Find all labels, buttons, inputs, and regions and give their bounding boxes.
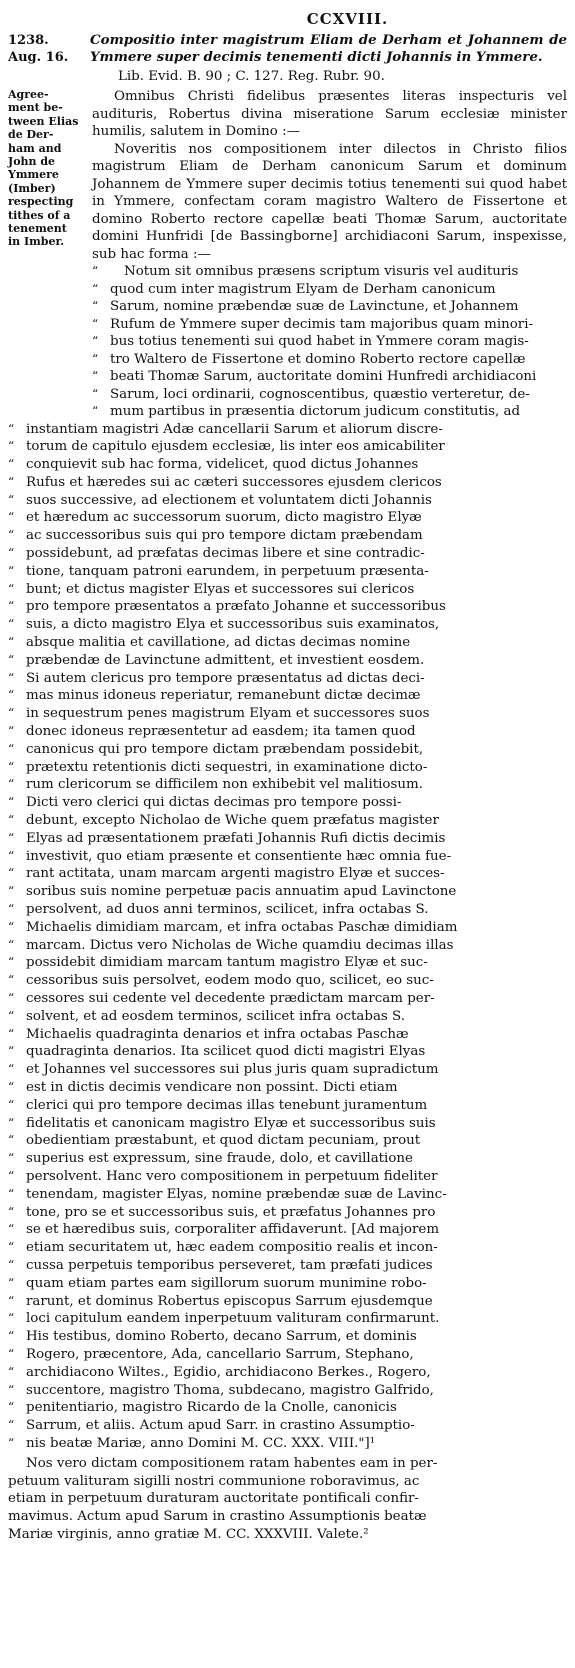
quote-line [92, 333, 567, 351]
quote-line [8, 581, 567, 599]
quote-mark: “ [8, 1044, 15, 1059]
quote-mark: “ [8, 848, 15, 863]
quote-line-text: loci capitulum eandem inperpetuum valituram confirmarunt. [26, 1311, 440, 1327]
closing-line: mavimus. Actum apud Sarum in crastino Assumptionis beatæ [8, 1509, 427, 1525]
margin-note-line: de Der- [8, 128, 54, 142]
quote-line [8, 1346, 567, 1364]
quote-line-text: et Johannes vel successores sui plus juris quam supradictum [26, 1062, 439, 1078]
quote-indented-block [92, 263, 567, 421]
quote-line-text: cussa perpetuis temporibus perseveret, tam præfati judices [26, 1257, 433, 1273]
quote-line [8, 812, 567, 830]
quote-mark: “ [8, 1062, 15, 1077]
quote-line-text: Sarrum, et aliis. Actum apud Sarr. in crastino Assumptio- [26, 1418, 415, 1434]
quote-mark: “ [8, 777, 15, 792]
quote-mark: “ [8, 813, 15, 828]
quote-line-text: etiam securitatem ut, hæc eadem compositio realis et incon- [26, 1240, 438, 1256]
quote-mark: “ [8, 884, 15, 899]
quote-mark: “ [92, 334, 99, 348]
quote-line-text: conquievit sub hac forma, videlicet, quod dictus Johannes [26, 457, 419, 473]
quote-line [8, 1186, 567, 1204]
quote-mark: “ [8, 724, 15, 739]
quote-line [8, 438, 567, 456]
quote-line-text: bus totius tenementi sui quod habet in Ymmere coram magis- [110, 334, 529, 349]
quote-mark: “ [8, 1240, 15, 1255]
quote-mark: “ [8, 1026, 15, 1041]
quote-mark: “ [92, 351, 99, 366]
quote-line [8, 456, 567, 474]
quote-line [8, 954, 567, 972]
quote-line [92, 298, 567, 316]
quote-line-text: soribus suis nomine perpetuæ pacis annuatim apud Lavinctone [26, 884, 457, 900]
quote-mark: “ [8, 919, 15, 934]
margin-note-line: tween Elias [8, 114, 79, 128]
quote-mark: “ [92, 281, 99, 296]
quote-mark: “ [8, 510, 15, 525]
closing-line: Mariæ virginis, anno gratiæ M. CC. XXXVIII. Valete.² [8, 1526, 369, 1542]
quote-line-text: suis, a dicto magistro Elya et successoribus suis examinatos, [26, 617, 440, 633]
quote-line-text: cessoribus suis persolvet, eodem modo quo, scilicet, eo suc- [26, 973, 434, 989]
quote-mark: “ [8, 1222, 15, 1237]
quote-line [8, 848, 567, 866]
quote-mark: “ [92, 316, 99, 331]
quote-line-text: Rufum de Ymmere super decimis tam majoribus quam minori- [110, 316, 534, 332]
main-text [86, 88, 567, 421]
quote-line [8, 1328, 567, 1346]
quote-mark: “ [8, 439, 15, 454]
quote-line [92, 263, 567, 281]
quote-line-text: tro Waltero de Fissertone et domino Roberto rectore capellæ [110, 351, 526, 367]
quote-mark: “ [8, 830, 15, 845]
quote-mark: “ [8, 1097, 15, 1112]
quote-mark: “ [8, 741, 15, 756]
quote-line [8, 1417, 567, 1435]
quote-line [8, 723, 567, 741]
quote-line-text: ac successoribus suis qui pro tempore dictam præbendam [26, 528, 423, 544]
closing-line: etiam in perpetuum duraturam auctoritate pontificali confir- [8, 1491, 419, 1507]
quote-line [8, 1257, 567, 1275]
quote-line-text: prætextu retentionis dicti sequestri, in examinatione dicto- [26, 759, 428, 775]
quote-line [92, 351, 567, 369]
quote-line [8, 776, 567, 794]
quote-mark: “ [8, 1008, 15, 1023]
body-with-margin [8, 88, 567, 421]
quote-line-text: mum partibus in præsentia dictorum judicum constitutis, ad [110, 404, 521, 419]
quote-mark: “ [8, 1079, 15, 1094]
margin-note-line: ment be- [8, 101, 63, 115]
quote-line-text: succentore, magistro Thoma, subdecano, magistro Galfrido, [26, 1382, 434, 1398]
quote-mark: “ [8, 1382, 15, 1397]
quote-mark: “ [8, 492, 15, 507]
margin-note-line: John de [8, 155, 56, 169]
quote-line-text: cessores sui cedente vel decedente prædictam marcam per- [26, 991, 435, 1006]
quote-line-text: instantiam magistri Adæ cancellarii Sarum et aliorum discre- [26, 421, 443, 437]
quote-line [8, 563, 567, 581]
quote-line [8, 652, 567, 670]
quote-mark: “ [8, 759, 15, 774]
quote-line [8, 616, 567, 634]
margin-note-line: in Imber. [8, 235, 65, 249]
quote-line-text: rum clericorum se difficilem non exhibebit vel malitiosum. [26, 777, 423, 793]
quote-mark: “ [8, 688, 15, 703]
quote-line-text: Dicti vero clerici qui dictas decimas pro tempore possi- [26, 795, 402, 811]
quote-line [8, 1079, 567, 1097]
quote-line [8, 883, 567, 901]
quote-full-block [8, 421, 567, 1453]
quote-mark: “ [8, 1400, 15, 1415]
quote-line [8, 865, 567, 883]
quote-mark: “ [92, 404, 99, 418]
quote-mark: “ [8, 617, 15, 632]
quote-mark: “ [8, 457, 15, 472]
quote-line [8, 509, 567, 527]
margin-note-line: Agree- [8, 88, 49, 101]
quote-line [8, 1150, 567, 1168]
quote-mark: “ [8, 706, 15, 721]
margin-note-line: tithes of a [8, 208, 71, 222]
charter-number: CCXVIII. [306, 10, 389, 28]
quote-mark: “ [8, 1293, 15, 1308]
quote-mark: “ [8, 955, 15, 970]
quote-mark: “ [8, 1329, 15, 1344]
quote-line [8, 759, 567, 777]
margin-note-line: respecting [8, 195, 74, 209]
quote-line-text: torum de capitulo ejusdem ecclesiæ, lis inter eos amicabiliter [26, 439, 445, 455]
margin-note-line: (Imber) [8, 181, 56, 195]
quote-mark: “ [8, 1186, 15, 1201]
quote-line-text: marcam. Dictus vero Nicholas de Wiche quamdiu decimas illas [26, 937, 454, 953]
quote-line-text: se et hæredibus suis, corporaliter affidaverunt. [Ad majorem [26, 1222, 440, 1238]
intro-paragraph: Omnibus Christi fidelibus præsentes literas inspecturis vel audituris, Robertus divina miseratione Sarum ecclesiæ minister humilis, salutem in Domino :— [92, 89, 567, 139]
quote-mark: “ [8, 1257, 15, 1272]
quote-line-text: Rufus et hæredes sui ac cæteri successores ejusdem clericos [26, 474, 442, 490]
quote-line-text: est in dictis decimis vendicare non possint. Dicti etiam [26, 1079, 398, 1095]
quote-mark: “ [8, 1311, 15, 1326]
quote-line-text: rarunt, et dominus Robertus episcopus Sarrum ejusdemque [26, 1293, 433, 1309]
quote-line-text: Sarum, loci ordinarii, cognoscentibus, quæstio verteretur, de- [110, 386, 530, 402]
quote-line-text: Sarum, nomine præbendæ suæ de Lavinctune, et Johannem [110, 299, 519, 314]
quote-mark: “ [8, 1151, 15, 1166]
margin-note-line: Ymmere [8, 168, 59, 182]
quote-mark: “ [8, 1115, 15, 1130]
quote-line-text: investivit, quo etiam præsente et consentiente hæc omnia fue- [26, 848, 452, 864]
quote-line [8, 830, 567, 848]
quote-line [8, 901, 567, 919]
quote-mark: “ [8, 1275, 15, 1290]
quote-mark: “ [92, 299, 99, 313]
quote-line [8, 794, 567, 812]
quote-line [8, 1008, 567, 1026]
quote-line [8, 1364, 567, 1382]
quote-line-text: tione, tanquam patroni earundem, in perpetuum præsenta- [26, 563, 429, 579]
quote-line [8, 1168, 567, 1186]
quote-line-text: quadraginta denarios. Ita scilicet quod dicti magistri Elyas [26, 1044, 426, 1060]
quote-mark: “ [8, 421, 15, 436]
quote-line [8, 1204, 567, 1222]
quote-line [8, 474, 567, 492]
margin-note [8, 88, 86, 421]
quote-line [8, 1293, 567, 1311]
quote-line [8, 1061, 567, 1079]
quote-mark: “ [8, 1435, 15, 1450]
quote-line [8, 687, 567, 705]
closing-line: Nos vero dictam compositionem ratam habentes eam in per- [26, 1455, 438, 1471]
quote-line [8, 1275, 567, 1293]
quote-line [8, 990, 567, 1008]
quote-line [92, 281, 567, 299]
quote-line [8, 421, 567, 439]
quote-mark: “ [8, 866, 15, 881]
quote-line-text: rant actitata, unam marcam argenti magistro Elyæ et succes- [26, 866, 445, 882]
quote-line [8, 1435, 567, 1453]
margin-note-line: ham and [8, 141, 62, 155]
quote-line [92, 368, 567, 386]
quote-line [8, 705, 567, 723]
quote-line-text: fidelitatis et canonicam magistro Elyæ et successoribus suis [26, 1115, 436, 1131]
quote-line-text: Rogero, præcentore, Ada, cancellario Sarrum, Stephano, [26, 1346, 414, 1362]
quote-line [8, 1115, 567, 1133]
quote-mark: “ [8, 652, 15, 667]
quote-line-text: His testibus, domino Roberto, decano Sarrum, et dominis [26, 1329, 417, 1345]
quote-line-text: præbendæ de Lavinctune admittent, et investient eosdem. [26, 652, 425, 668]
charter-title: Compositio inter magistrum Eliam de Derham et Johannem de Ymmere super decimis tenementi dicti Johannis in Ymmere. [90, 32, 567, 65]
quote-mark: “ [8, 670, 15, 685]
quote-line [8, 598, 567, 616]
quote-line-text: suos successive, ad electionem et voluntatem dicti Johannis [26, 492, 432, 508]
quote-line [8, 972, 567, 990]
quote-line-text: quam etiam partes eam sigillorum suorum munimine robo- [26, 1275, 427, 1291]
quote-line-text: persolvent, ad duos anni terminos, scilicet, infra octabas S. [26, 902, 429, 918]
quote-line-text: Michaelis quadraginta denarios et infra octabas Paschæ [26, 1026, 409, 1042]
quote-line-text: Si autem clericus pro tempore præsentatus ad dictas deci- [26, 670, 425, 686]
quote-mark: “ [8, 1364, 15, 1379]
quote-mark: “ [8, 1418, 15, 1433]
source-references: Lib. Evid. B. 90 ; C. 127. Reg. Rubr. 90. [118, 69, 385, 84]
quote-line [8, 1221, 567, 1239]
quote-mark: “ [8, 528, 15, 543]
quote-mark: “ [8, 1204, 15, 1219]
quote-line-text: pro tempore præsentatos a præfato Johanne et successoribus [26, 599, 446, 615]
quote-line-text: nis beatæ Mariæ, anno Domini M. CC. XXX. VIII."]¹ [26, 1435, 376, 1451]
quote-line [8, 919, 567, 937]
quote-mark: “ [8, 546, 15, 561]
quote-mark: “ [8, 795, 15, 810]
quote-line-text: Notum sit omnibus præsens scriptum visuris vel audituris [124, 264, 519, 279]
quote-mark: “ [8, 973, 15, 988]
quote-line [8, 1239, 567, 1257]
closing-paragraph [8, 1455, 567, 1544]
quote-mark: “ [8, 474, 15, 489]
quote-mark: “ [8, 1168, 15, 1183]
quote-line-text: debunt, excepto Nicholao de Wiche quem præfatus magister [26, 813, 439, 829]
date-column [8, 32, 76, 66]
quote-line-text: obedientiam præstabunt, et quod dictam pecuniam, prout [26, 1133, 421, 1149]
closing-line: petuum valituram sigilli nostri communione roboravimus, ac [8, 1473, 420, 1489]
quote-mark: “ [8, 991, 15, 1005]
quote-mark: “ [92, 264, 99, 278]
quote-line [92, 386, 567, 404]
quote-mark: “ [8, 902, 15, 917]
quote-line-text: in sequestrum penes magistrum Elyam et successores suos [26, 706, 430, 722]
quote-line [8, 634, 567, 652]
quote-line-text: absque malitia et cavillatione, ad dictas decimas nomine [26, 635, 411, 651]
quote-line [8, 492, 567, 510]
quote-line-text: persolvent. Hanc vero compositionem in perpetuum fideliter [26, 1168, 438, 1184]
quote-mark: “ [8, 599, 15, 614]
quote-line [8, 527, 567, 545]
quote-line-text: Elyas ad præsentationem præfati Johannis Rufi dictis decimis [26, 830, 446, 846]
quote-mark: “ [8, 581, 15, 596]
charter-header [8, 32, 567, 66]
margin-note-line: tenement [8, 222, 67, 236]
quote-mark: “ [92, 369, 99, 383]
quote-line-text: canonicus qui pro tempore dictam præbendam possidebit, [26, 741, 424, 757]
quote-line-text: et hæredum ac successorum suorum, dicto magistro Elyæ [26, 510, 422, 526]
quote-line [92, 403, 567, 421]
quote-mark: “ [8, 1346, 15, 1361]
quote-line [8, 1382, 567, 1400]
quote-line [8, 1399, 567, 1417]
quote-line-text: donec idoneus repræsentetur ad easdem; ita tamen quod [26, 724, 416, 740]
date-year: 1238. [8, 33, 49, 48]
quote-line-text: penitentiario, magistro Ricardo de la Cnolle, canonicis [26, 1400, 397, 1416]
quote-line [8, 1043, 567, 1061]
quote-line [8, 1132, 567, 1150]
quote-line [8, 1097, 567, 1115]
quote-line-text: solvent, et ad eosdem terminos, scilicet infra octabas S. [26, 1008, 406, 1024]
quote-line-text: bunt; et dictus magister Elyas et successores sui clericos [26, 581, 415, 597]
quote-line-text: beati Thomæ Sarum, auctoritate domini Hunfredi archidiaconi [110, 369, 537, 384]
quote-line-text: Michaelis dimidiam marcam, et infra octabas Paschæ dimidiam [26, 919, 458, 935]
quote-line-text: possidebunt, ad præfatas decimas libere et sine contradic- [26, 546, 425, 562]
date-day: Aug. 16. [8, 50, 69, 65]
quote-line-text: tenendam, magister Elyas, nomine præbendæ suæ de Lavinc- [26, 1186, 447, 1202]
notice-paragraph: Noveritis nos compositionem inter dilectos in Christo filios magistrum Eliam de Derham canonicum Sarum et dominum Johannem de Ymmere super decimis totius tenementi sui quod habet in Ymmere, confectam coram magistro Waltero de Fissertone et domino Roberto rectore capellæ beati Thomæ Sarum, auctoritate domini Hunfridi [de Bassingborne] archidiaconi Sarum, inspexisse, sub hac forma :— [92, 141, 567, 262]
quote-mark: “ [8, 937, 15, 952]
quote-line-text: archidiacono Wiltes., Egidio, archidiacono Berkes., Rogero, [26, 1364, 431, 1380]
quote-line-text: clerici qui pro tempore decimas illas tenebunt juramentum [26, 1097, 428, 1113]
quote-line-text: mas minus idoneus reperiatur, remanebunt dictæ decimæ [26, 688, 421, 704]
quote-line-text: superius est expressum, sine fraude, dolo, et cavillatione [26, 1151, 413, 1167]
quote-line [8, 670, 567, 688]
quote-line-text: quod cum inter magistrum Elyam de Derham canonicum [110, 281, 496, 297]
quote-mark: “ [8, 1133, 15, 1148]
quote-line [8, 1310, 567, 1328]
quote-mark: “ [92, 386, 99, 401]
quote-line [92, 316, 567, 334]
quote-mark: “ [8, 635, 15, 650]
quote-line-text: possidebit dimidiam marcam tantum magistro Elyæ et suc- [26, 955, 428, 971]
quote-line [8, 937, 567, 955]
quote-line [8, 545, 567, 563]
quote-line [8, 1026, 567, 1044]
quote-line [8, 741, 567, 759]
quote-mark: “ [8, 563, 15, 578]
quote-line-text: tone, pro se et successoribus suis, et præfatus Johannes pro [26, 1204, 436, 1220]
